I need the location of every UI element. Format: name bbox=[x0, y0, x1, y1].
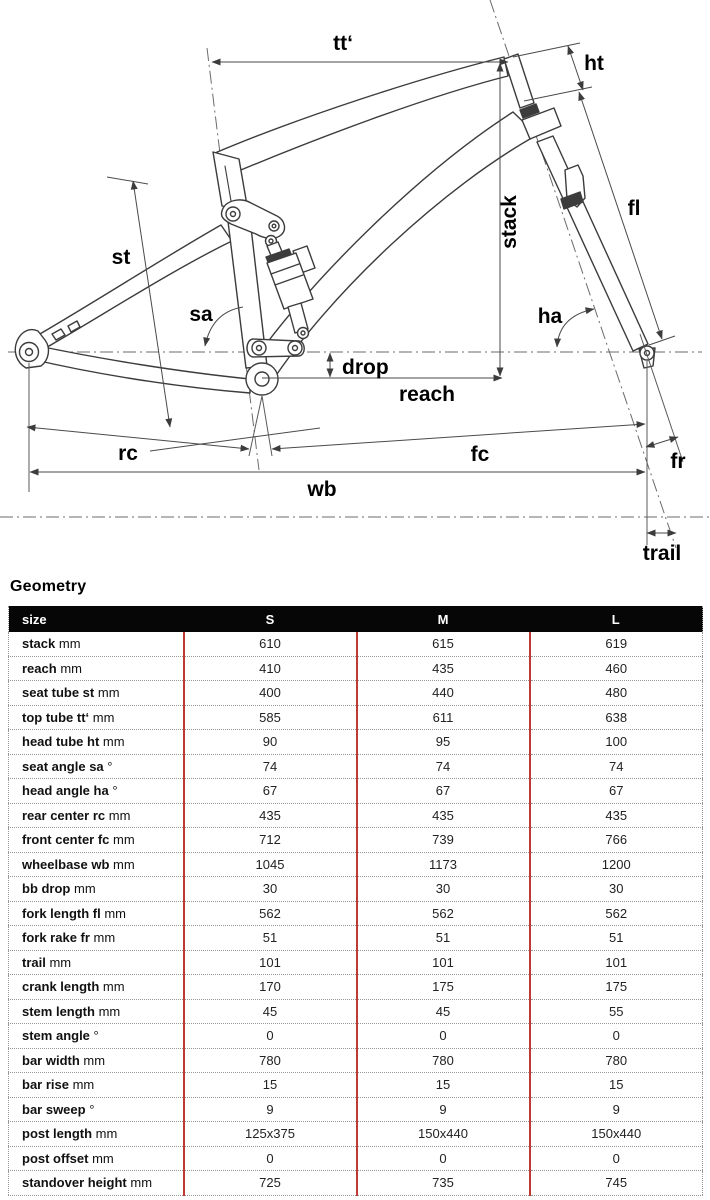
dim-head-angle bbox=[557, 309, 594, 347]
row-label: bar sweep ° bbox=[9, 1097, 184, 1122]
table-row bbox=[9, 877, 703, 902]
row-label: bar rise mm bbox=[9, 1073, 184, 1098]
lower-link-pivot-r-hole bbox=[293, 346, 298, 351]
row-value: 562 bbox=[530, 901, 703, 926]
row-label: top tube tt‘ mm bbox=[9, 705, 184, 730]
row-value: 435 bbox=[184, 803, 357, 828]
label-stack: stack bbox=[498, 195, 521, 249]
row-value: 435 bbox=[357, 656, 530, 681]
row-value: 67 bbox=[184, 779, 357, 804]
row-value: 95 bbox=[357, 730, 530, 755]
table-row bbox=[9, 656, 703, 681]
label-reach: reach bbox=[398, 383, 456, 406]
row-label: stem length mm bbox=[9, 999, 184, 1024]
row-value: 15 bbox=[530, 1073, 703, 1098]
label-st: st bbox=[111, 246, 131, 269]
row-value: 30 bbox=[184, 877, 357, 902]
row-value: 30 bbox=[357, 877, 530, 902]
row-value: 175 bbox=[357, 975, 530, 1000]
row-value: 400 bbox=[184, 681, 357, 706]
row-label: wheelbase wb mm bbox=[9, 852, 184, 877]
bike-geometry-svg bbox=[0, 0, 710, 572]
row-value: 435 bbox=[530, 803, 703, 828]
row-value: 460 bbox=[530, 656, 703, 681]
label-ha: ha bbox=[537, 305, 563, 328]
dim-rear-center bbox=[27, 427, 249, 449]
row-label: seat tube st mm bbox=[9, 681, 184, 706]
table-row bbox=[9, 632, 703, 656]
row-value: 170 bbox=[184, 975, 357, 1000]
table-row bbox=[9, 975, 703, 1000]
row-value: 1045 bbox=[184, 852, 357, 877]
table-row bbox=[9, 681, 703, 706]
row-label: bar width mm bbox=[9, 1048, 184, 1073]
row-label: front center fc mm bbox=[9, 828, 184, 853]
row-label: trail mm bbox=[9, 950, 184, 975]
table-row bbox=[9, 1073, 703, 1098]
row-value: 766 bbox=[530, 828, 703, 853]
header-size-l: L bbox=[530, 606, 703, 632]
row-value: 0 bbox=[184, 1024, 357, 1049]
row-value: 619 bbox=[530, 632, 703, 656]
table-row bbox=[9, 705, 703, 730]
row-value: 15 bbox=[357, 1073, 530, 1098]
row-value: 67 bbox=[530, 779, 703, 804]
row-value: 0 bbox=[357, 1146, 530, 1171]
row-value: 125x375 bbox=[184, 1122, 357, 1147]
row-label: reach mm bbox=[9, 656, 184, 681]
label-drop: drop bbox=[342, 356, 389, 379]
table-row bbox=[9, 852, 703, 877]
table-row bbox=[9, 803, 703, 828]
row-label: fork rake fr mm bbox=[9, 926, 184, 951]
table-row bbox=[9, 926, 703, 951]
label-fc: fc bbox=[470, 443, 490, 466]
row-value: 9 bbox=[530, 1097, 703, 1122]
header-size-s: S bbox=[184, 606, 357, 632]
label-fr: fr bbox=[670, 450, 686, 473]
lower-link-pivot-l-hole bbox=[257, 346, 262, 351]
geometry-table-header bbox=[9, 606, 703, 632]
row-value: 67 bbox=[357, 779, 530, 804]
table-row bbox=[9, 950, 703, 975]
geometry-table bbox=[8, 606, 703, 1196]
rocker-pivot-main-hole bbox=[231, 212, 236, 217]
label-fl: fl bbox=[627, 197, 641, 220]
page-title: Geometry bbox=[10, 578, 87, 595]
rear-axle-inner bbox=[26, 349, 33, 356]
row-label: head tube ht mm bbox=[9, 730, 184, 755]
row-value: 739 bbox=[357, 828, 530, 853]
row-value: 0 bbox=[357, 1024, 530, 1049]
table-row bbox=[9, 828, 703, 853]
table-row bbox=[9, 1122, 703, 1147]
row-label: post length mm bbox=[9, 1122, 184, 1147]
geometry-table-body bbox=[9, 632, 703, 1195]
row-value: 90 bbox=[184, 730, 357, 755]
table-row bbox=[9, 730, 703, 755]
shock-top-eyelet-hole bbox=[269, 239, 273, 243]
row-value: 1173 bbox=[357, 852, 530, 877]
row-label: bb drop mm bbox=[9, 877, 184, 902]
row-value: 0 bbox=[184, 1146, 357, 1171]
row-value: 51 bbox=[184, 926, 357, 951]
header-size-m: M bbox=[357, 606, 530, 632]
row-label: crank length mm bbox=[9, 975, 184, 1000]
row-value: 175 bbox=[530, 975, 703, 1000]
row-value: 435 bbox=[357, 803, 530, 828]
row-value: 45 bbox=[357, 999, 530, 1024]
row-value: 638 bbox=[530, 705, 703, 730]
label-rc: rc bbox=[118, 442, 138, 465]
row-label: standover height mm bbox=[9, 1171, 184, 1196]
row-value: 712 bbox=[184, 828, 357, 853]
row-value: 562 bbox=[184, 901, 357, 926]
row-value: 150x440 bbox=[530, 1122, 703, 1147]
table-row bbox=[9, 999, 703, 1024]
row-value: 615 bbox=[357, 632, 530, 656]
table-row bbox=[9, 1097, 703, 1122]
row-value: 9 bbox=[184, 1097, 357, 1122]
row-value: 30 bbox=[530, 877, 703, 902]
table-row bbox=[9, 1048, 703, 1073]
row-value: 74 bbox=[530, 754, 703, 779]
row-value: 735 bbox=[357, 1171, 530, 1196]
table-row bbox=[9, 901, 703, 926]
row-value: 610 bbox=[184, 632, 357, 656]
row-label: post offset mm bbox=[9, 1146, 184, 1171]
row-value: 745 bbox=[530, 1171, 703, 1196]
table-row bbox=[9, 779, 703, 804]
bottom-bracket-hole bbox=[255, 372, 269, 386]
label-tt: tt‘ bbox=[333, 32, 353, 55]
row-value: 410 bbox=[184, 656, 357, 681]
row-value: 101 bbox=[357, 950, 530, 975]
row-label: stem angle ° bbox=[9, 1024, 184, 1049]
row-value: 51 bbox=[357, 926, 530, 951]
row-value: 55 bbox=[530, 999, 703, 1024]
row-value: 101 bbox=[530, 950, 703, 975]
row-value: 15 bbox=[184, 1073, 357, 1098]
row-value: 725 bbox=[184, 1171, 357, 1196]
row-value: 45 bbox=[184, 999, 357, 1024]
label-ht: ht bbox=[584, 52, 604, 75]
row-value: 101 bbox=[184, 950, 357, 975]
row-label: fork length fl mm bbox=[9, 901, 184, 926]
row-value: 100 bbox=[530, 730, 703, 755]
geometry-diagram bbox=[0, 0, 710, 572]
row-value: 9 bbox=[357, 1097, 530, 1122]
row-value: 74 bbox=[184, 754, 357, 779]
table-row bbox=[9, 1146, 703, 1171]
rocker-pivot-hole-inner bbox=[272, 224, 276, 228]
dim-front-center bbox=[272, 424, 645, 449]
bike-frame bbox=[15, 54, 655, 395]
row-value: 440 bbox=[357, 681, 530, 706]
row-value: 51 bbox=[530, 926, 703, 951]
row-value: 150x440 bbox=[357, 1122, 530, 1147]
header-size: size bbox=[9, 606, 184, 632]
label-trail: trail bbox=[642, 542, 682, 565]
header-row bbox=[9, 606, 703, 632]
row-label: head angle ha ° bbox=[9, 779, 184, 804]
row-value: 1200 bbox=[530, 852, 703, 877]
row-value: 0 bbox=[530, 1146, 703, 1171]
row-label: seat angle sa ° bbox=[9, 754, 184, 779]
row-value: 780 bbox=[184, 1048, 357, 1073]
shock-bottom-eyelet-hole bbox=[301, 331, 305, 335]
table-row bbox=[9, 1024, 703, 1049]
row-value: 780 bbox=[357, 1048, 530, 1073]
row-value: 780 bbox=[530, 1048, 703, 1073]
label-sa: sa bbox=[189, 303, 213, 326]
row-value: 0 bbox=[530, 1024, 703, 1049]
row-value: 585 bbox=[184, 705, 357, 730]
row-value: 74 bbox=[357, 754, 530, 779]
diagram-labels bbox=[112, 32, 686, 565]
row-label: stack mm bbox=[9, 632, 184, 656]
row-value: 480 bbox=[530, 681, 703, 706]
dim-fork-rake bbox=[646, 437, 678, 447]
dim-seat-tube bbox=[107, 177, 320, 451]
table-row bbox=[9, 754, 703, 779]
row-value: 611 bbox=[357, 705, 530, 730]
row-label: rear center rc mm bbox=[9, 803, 184, 828]
table-row bbox=[9, 1171, 703, 1196]
label-wb: wb bbox=[307, 478, 337, 501]
row-value: 562 bbox=[357, 901, 530, 926]
